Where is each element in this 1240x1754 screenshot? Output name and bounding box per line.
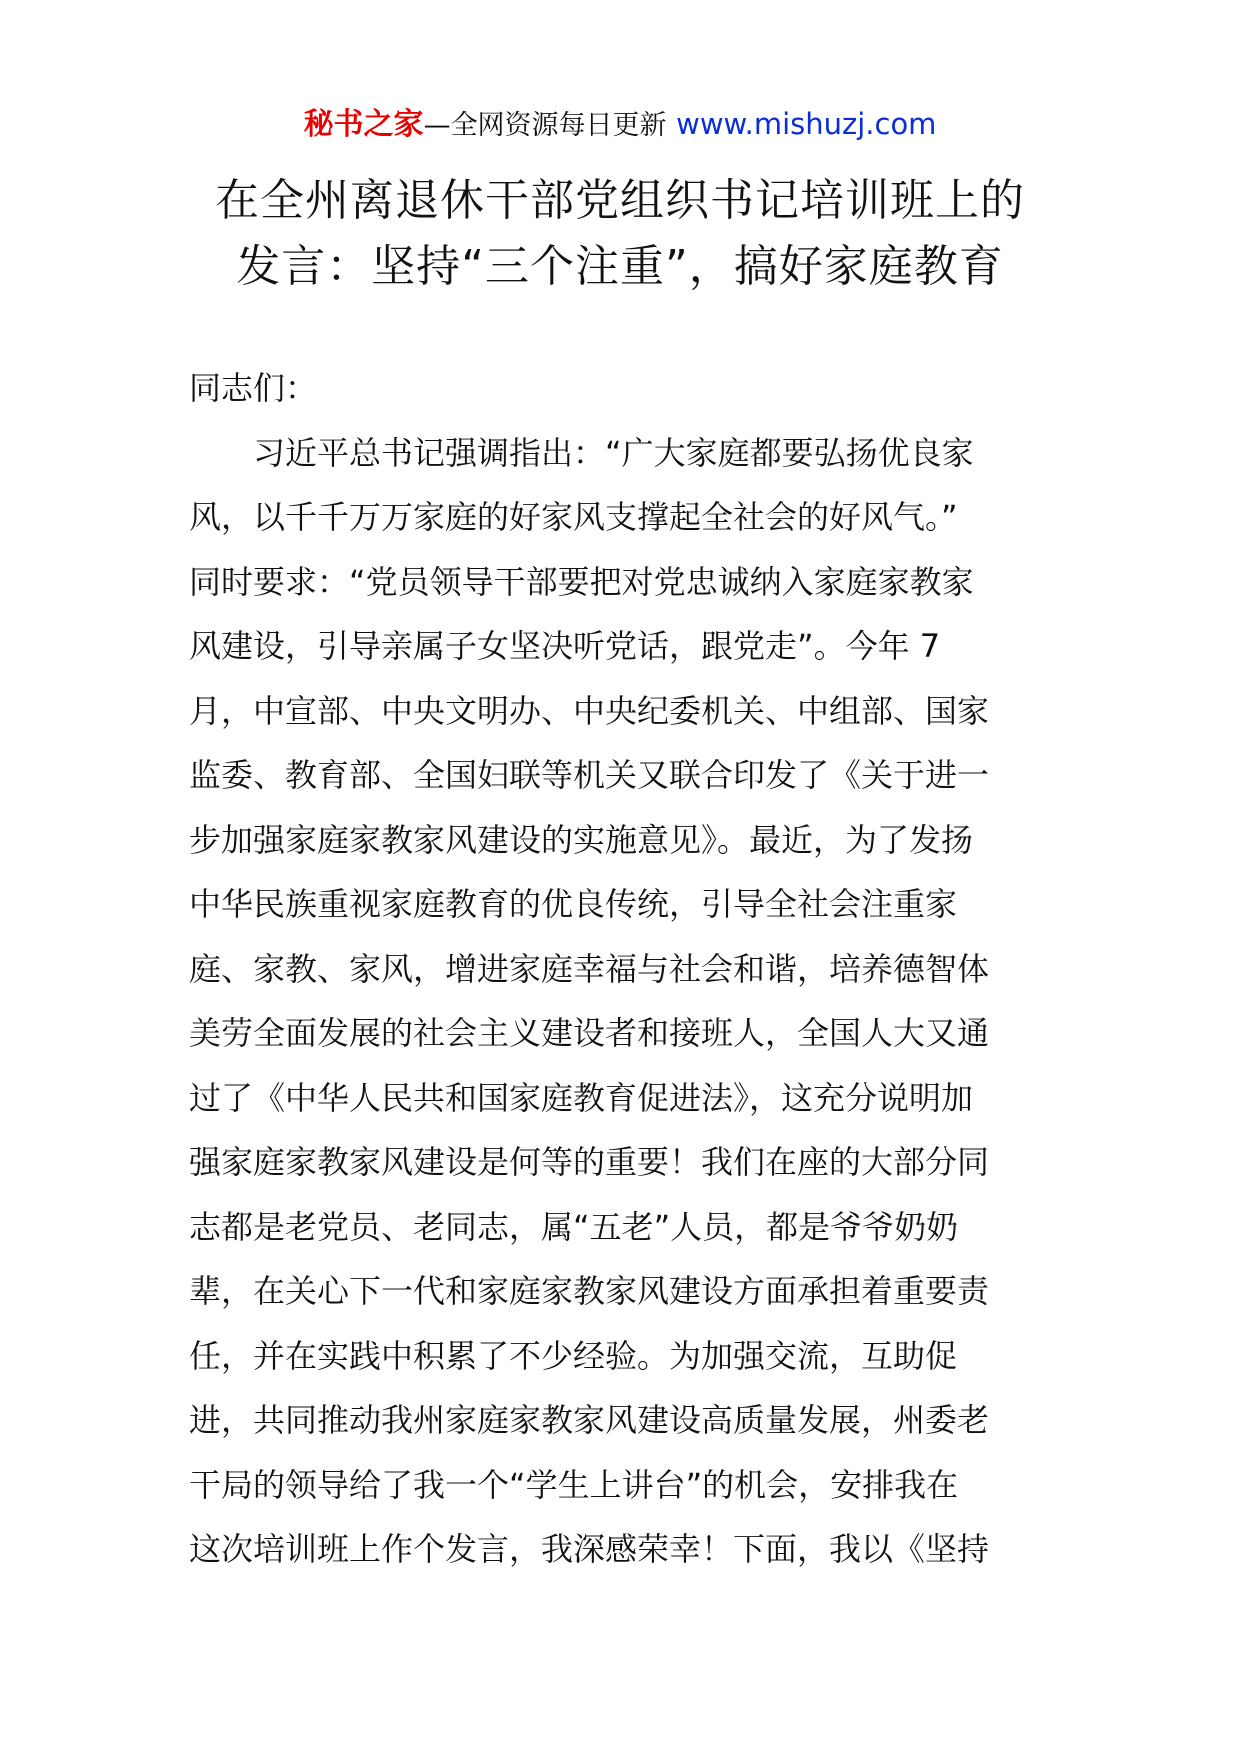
document-title	[140, 168, 1100, 300]
paragraph-line: 强家庭家教家风建设是何等的重要！我们在座的大部分同	[189, 1143, 990, 1181]
header-tagline: —全网资源每日更新	[423, 110, 667, 141]
document-body	[189, 356, 1051, 1582]
title-line: 在全州离退休干部党组织书记培训班上的	[215, 175, 1025, 226]
paragraph-line: 月，中宣部、中央文明办、中央纪委机关、中组部、国家	[189, 691, 990, 730]
header-brand: 秘书之家	[303, 107, 424, 142]
paragraph-line: 风，以千千万万家庭的好家风支撑起全社会的好风气。”	[189, 498, 958, 536]
paragraph-line: 干局的领导给了我一个“学生上讲台”的机会，安排我在	[189, 1465, 959, 1504]
paragraph-line: 庭、家教、家风，增进家庭幸福与社会和谐，培养德智体	[189, 949, 990, 988]
paragraph-line: 过了《中华人民共和国家庭教育促进法》，这充分说明加	[189, 1078, 974, 1117]
paragraph-line: 习近平总书记强调指出：“广大家庭都要弘扬优良家	[253, 433, 974, 472]
paragraph-line: 同时要求：“党员领导干部要把对党忠诚纳入家庭家教家	[189, 562, 974, 601]
salutation: 同志们：	[189, 369, 318, 407]
site-header	[0, 102, 1240, 148]
paragraph-line: 中华民族重视家庭教育的优良传统，引导全社会注重家	[189, 885, 958, 923]
paragraph-line: 任，并在实践中积累了不少经验。为加强交流，互助促	[189, 1336, 958, 1375]
paragraph-line: 进，共同推动我州家庭家教家风建设高质量发展，州委老	[189, 1401, 990, 1439]
title-line: 发言：坚持“三个注重”，搞好家庭教育	[236, 241, 1004, 292]
paragraph-line: 志都是老党员、老同志，属“五老”人员，都是爷爷奶奶	[189, 1207, 959, 1246]
paragraph-line: 风建设，引导亲属子女坚决听党话，跟党走”。今年 7	[189, 627, 941, 665]
paragraph-line: 监委、教育部、全国妇联等机关又联合印发了《关于进一	[189, 756, 990, 794]
paragraph-line: 这次培训班上作个发言，我深感荣幸！下面，我以《坚持	[189, 1530, 990, 1568]
header-url-link[interactable]: www.mishuzj.com	[676, 107, 937, 141]
paragraph-line: 步加强家庭家教家风建设的实施意见》。最近，为了发扬	[189, 820, 974, 859]
paragraph-line: 辈，在关心下一代和家庭家教家风建设方面承担着重要责	[189, 1272, 990, 1310]
paragraph-line: 美劳全面发展的社会主义建设者和接班人，全国人大又通	[189, 1014, 990, 1052]
